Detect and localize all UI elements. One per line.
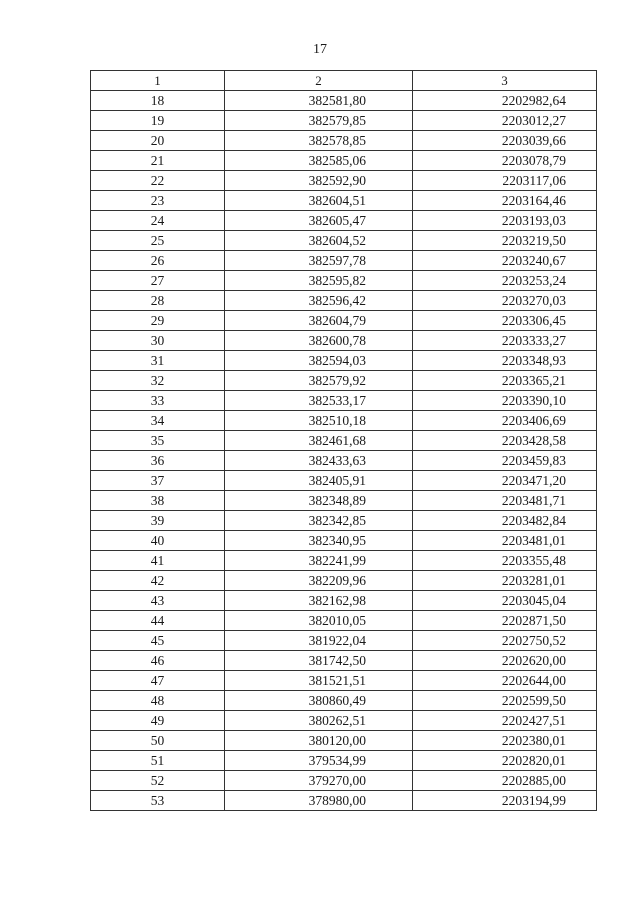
point-number-cell: 40 — [91, 531, 225, 551]
coordinates-table — [90, 70, 597, 811]
table-row — [91, 251, 597, 271]
y-coordinate-cell: 2203481,71 — [413, 491, 597, 511]
point-number-cell: 51 — [91, 751, 225, 771]
table-row — [91, 371, 597, 391]
table-row — [91, 671, 597, 691]
point-number-cell: 37 — [91, 471, 225, 491]
y-coordinate-cell: 2203348,93 — [413, 351, 597, 371]
y-coordinate-cell: 2203240,67 — [413, 251, 597, 271]
x-coordinate-cell: 379534,99 — [225, 751, 413, 771]
y-coordinate-cell: 2203406,69 — [413, 411, 597, 431]
point-number-cell: 26 — [91, 251, 225, 271]
x-coordinate-cell: 382604,52 — [225, 231, 413, 251]
y-coordinate-cell: 2203281,01 — [413, 571, 597, 591]
point-number-cell: 18 — [91, 91, 225, 111]
table-row — [91, 551, 597, 571]
column-header-2: 2 — [225, 71, 413, 91]
table-row — [91, 311, 597, 331]
point-number-cell: 42 — [91, 571, 225, 591]
x-coordinate-cell: 382433,63 — [225, 451, 413, 471]
y-coordinate-cell: 2203164,46 — [413, 191, 597, 211]
table-row — [91, 571, 597, 591]
table-row — [91, 511, 597, 531]
table-row — [91, 691, 597, 711]
point-number-cell: 53 — [91, 791, 225, 811]
table-row — [91, 151, 597, 171]
point-number-cell: 22 — [91, 171, 225, 191]
point-number-cell: 38 — [91, 491, 225, 511]
table-row — [91, 131, 597, 151]
point-number-cell: 34 — [91, 411, 225, 431]
table-row — [91, 431, 597, 451]
y-coordinate-cell: 2203482,84 — [413, 511, 597, 531]
table-row — [91, 651, 597, 671]
point-number-cell: 24 — [91, 211, 225, 231]
y-coordinate-cell: 2203194,99 — [413, 791, 597, 811]
table-body — [91, 91, 597, 811]
table-row — [91, 711, 597, 731]
table-row — [91, 111, 597, 131]
y-coordinate-cell: 2202885,00 — [413, 771, 597, 791]
x-coordinate-cell: 382600,78 — [225, 331, 413, 351]
y-coordinate-cell: 2203012,27 — [413, 111, 597, 131]
table-row — [91, 211, 597, 231]
y-coordinate-cell: 2203390,10 — [413, 391, 597, 411]
x-coordinate-cell: 381521,51 — [225, 671, 413, 691]
table-row — [91, 351, 597, 371]
table-row — [91, 531, 597, 551]
y-coordinate-cell: 2203306,45 — [413, 311, 597, 331]
x-coordinate-cell: 382162,98 — [225, 591, 413, 611]
y-coordinate-cell: 2203219,50 — [413, 231, 597, 251]
point-number-cell: 23 — [91, 191, 225, 211]
point-number-cell: 20 — [91, 131, 225, 151]
table-row — [91, 591, 597, 611]
table-row — [91, 231, 597, 251]
x-coordinate-cell: 382579,85 — [225, 111, 413, 131]
point-number-cell: 49 — [91, 711, 225, 731]
x-coordinate-cell: 382595,82 — [225, 271, 413, 291]
x-coordinate-cell: 382585,06 — [225, 151, 413, 171]
x-coordinate-cell: 382010,05 — [225, 611, 413, 631]
header-row — [91, 71, 597, 91]
y-coordinate-cell: 2203078,79 — [413, 151, 597, 171]
point-number-cell: 39 — [91, 511, 225, 531]
point-number-cell: 44 — [91, 611, 225, 631]
point-number-cell: 35 — [91, 431, 225, 451]
y-coordinate-cell: 2203459,83 — [413, 451, 597, 471]
table-row — [91, 171, 597, 191]
table-row — [91, 291, 597, 311]
point-number-cell: 28 — [91, 291, 225, 311]
table-row — [91, 91, 597, 111]
point-number-cell: 43 — [91, 591, 225, 611]
x-coordinate-cell: 382405,91 — [225, 471, 413, 491]
table-row — [91, 331, 597, 351]
y-coordinate-cell: 2203117,06 — [413, 171, 597, 191]
point-number-cell: 36 — [91, 451, 225, 471]
x-coordinate-cell: 381742,50 — [225, 651, 413, 671]
x-coordinate-cell: 380120,00 — [225, 731, 413, 751]
point-number-cell: 41 — [91, 551, 225, 571]
point-number-cell: 29 — [91, 311, 225, 331]
point-number-cell: 48 — [91, 691, 225, 711]
x-coordinate-cell: 381922,04 — [225, 631, 413, 651]
point-number-cell: 19 — [91, 111, 225, 131]
x-coordinate-cell: 382510,18 — [225, 411, 413, 431]
table-row — [91, 391, 597, 411]
table-header — [91, 71, 597, 91]
x-coordinate-cell: 382342,85 — [225, 511, 413, 531]
y-coordinate-cell: 2203481,01 — [413, 531, 597, 551]
x-coordinate-cell: 379270,00 — [225, 771, 413, 791]
x-coordinate-cell: 382241,99 — [225, 551, 413, 571]
x-coordinate-cell: 382604,79 — [225, 311, 413, 331]
x-coordinate-cell: 380860,49 — [225, 691, 413, 711]
table-row — [91, 191, 597, 211]
y-coordinate-cell: 2203039,66 — [413, 131, 597, 151]
point-number-cell: 33 — [91, 391, 225, 411]
point-number-cell: 31 — [91, 351, 225, 371]
x-coordinate-cell: 382461,68 — [225, 431, 413, 451]
table-row — [91, 791, 597, 811]
table-row — [91, 631, 597, 651]
table-row — [91, 471, 597, 491]
point-number-cell: 46 — [91, 651, 225, 671]
y-coordinate-cell: 2203270,03 — [413, 291, 597, 311]
y-coordinate-cell: 2202427,51 — [413, 711, 597, 731]
y-coordinate-cell: 2203428,58 — [413, 431, 597, 451]
column-header-1: 1 — [91, 71, 225, 91]
x-coordinate-cell: 382340,95 — [225, 531, 413, 551]
table-row — [91, 611, 597, 631]
y-coordinate-cell: 2202599,50 — [413, 691, 597, 711]
page-number: 17 — [313, 42, 327, 57]
table-row — [91, 751, 597, 771]
table-row — [91, 451, 597, 471]
point-number-cell: 32 — [91, 371, 225, 391]
x-coordinate-cell: 382594,03 — [225, 351, 413, 371]
point-number-cell: 52 — [91, 771, 225, 791]
point-number-cell: 50 — [91, 731, 225, 751]
x-coordinate-cell: 382597,78 — [225, 251, 413, 271]
y-coordinate-cell: 2202644,00 — [413, 671, 597, 691]
y-coordinate-cell: 2203355,48 — [413, 551, 597, 571]
y-coordinate-cell: 2202380,01 — [413, 731, 597, 751]
table-row — [91, 411, 597, 431]
x-coordinate-cell: 382596,42 — [225, 291, 413, 311]
x-coordinate-cell: 382533,17 — [225, 391, 413, 411]
column-header-3: 3 — [413, 71, 597, 91]
y-coordinate-cell: 2203253,24 — [413, 271, 597, 291]
point-number-cell: 45 — [91, 631, 225, 651]
point-number-cell: 25 — [91, 231, 225, 251]
point-number-cell: 27 — [91, 271, 225, 291]
point-number-cell: 21 — [91, 151, 225, 171]
y-coordinate-cell: 2202871,50 — [413, 611, 597, 631]
table-row — [91, 771, 597, 791]
table-row — [91, 271, 597, 291]
x-coordinate-cell: 382581,80 — [225, 91, 413, 111]
x-coordinate-cell: 382209,96 — [225, 571, 413, 591]
point-number-cell: 47 — [91, 671, 225, 691]
y-coordinate-cell: 2202620,00 — [413, 651, 597, 671]
y-coordinate-cell: 2202982,64 — [413, 91, 597, 111]
y-coordinate-cell: 2203471,20 — [413, 471, 597, 491]
y-coordinate-cell: 2203193,03 — [413, 211, 597, 231]
x-coordinate-cell: 382604,51 — [225, 191, 413, 211]
y-coordinate-cell: 2203365,21 — [413, 371, 597, 391]
x-coordinate-cell: 382578,85 — [225, 131, 413, 151]
x-coordinate-cell: 382579,92 — [225, 371, 413, 391]
x-coordinate-cell: 380262,51 — [225, 711, 413, 731]
x-coordinate-cell: 382605,47 — [225, 211, 413, 231]
table-row — [91, 731, 597, 751]
y-coordinate-cell: 2203333,27 — [413, 331, 597, 351]
x-coordinate-cell: 378980,00 — [225, 791, 413, 811]
y-coordinate-cell: 2203045,04 — [413, 591, 597, 611]
table-row — [91, 491, 597, 511]
x-coordinate-cell: 382348,89 — [225, 491, 413, 511]
y-coordinate-cell: 2202820,01 — [413, 751, 597, 771]
x-coordinate-cell: 382592,90 — [225, 171, 413, 191]
point-number-cell: 30 — [91, 331, 225, 351]
y-coordinate-cell: 2202750,52 — [413, 631, 597, 651]
